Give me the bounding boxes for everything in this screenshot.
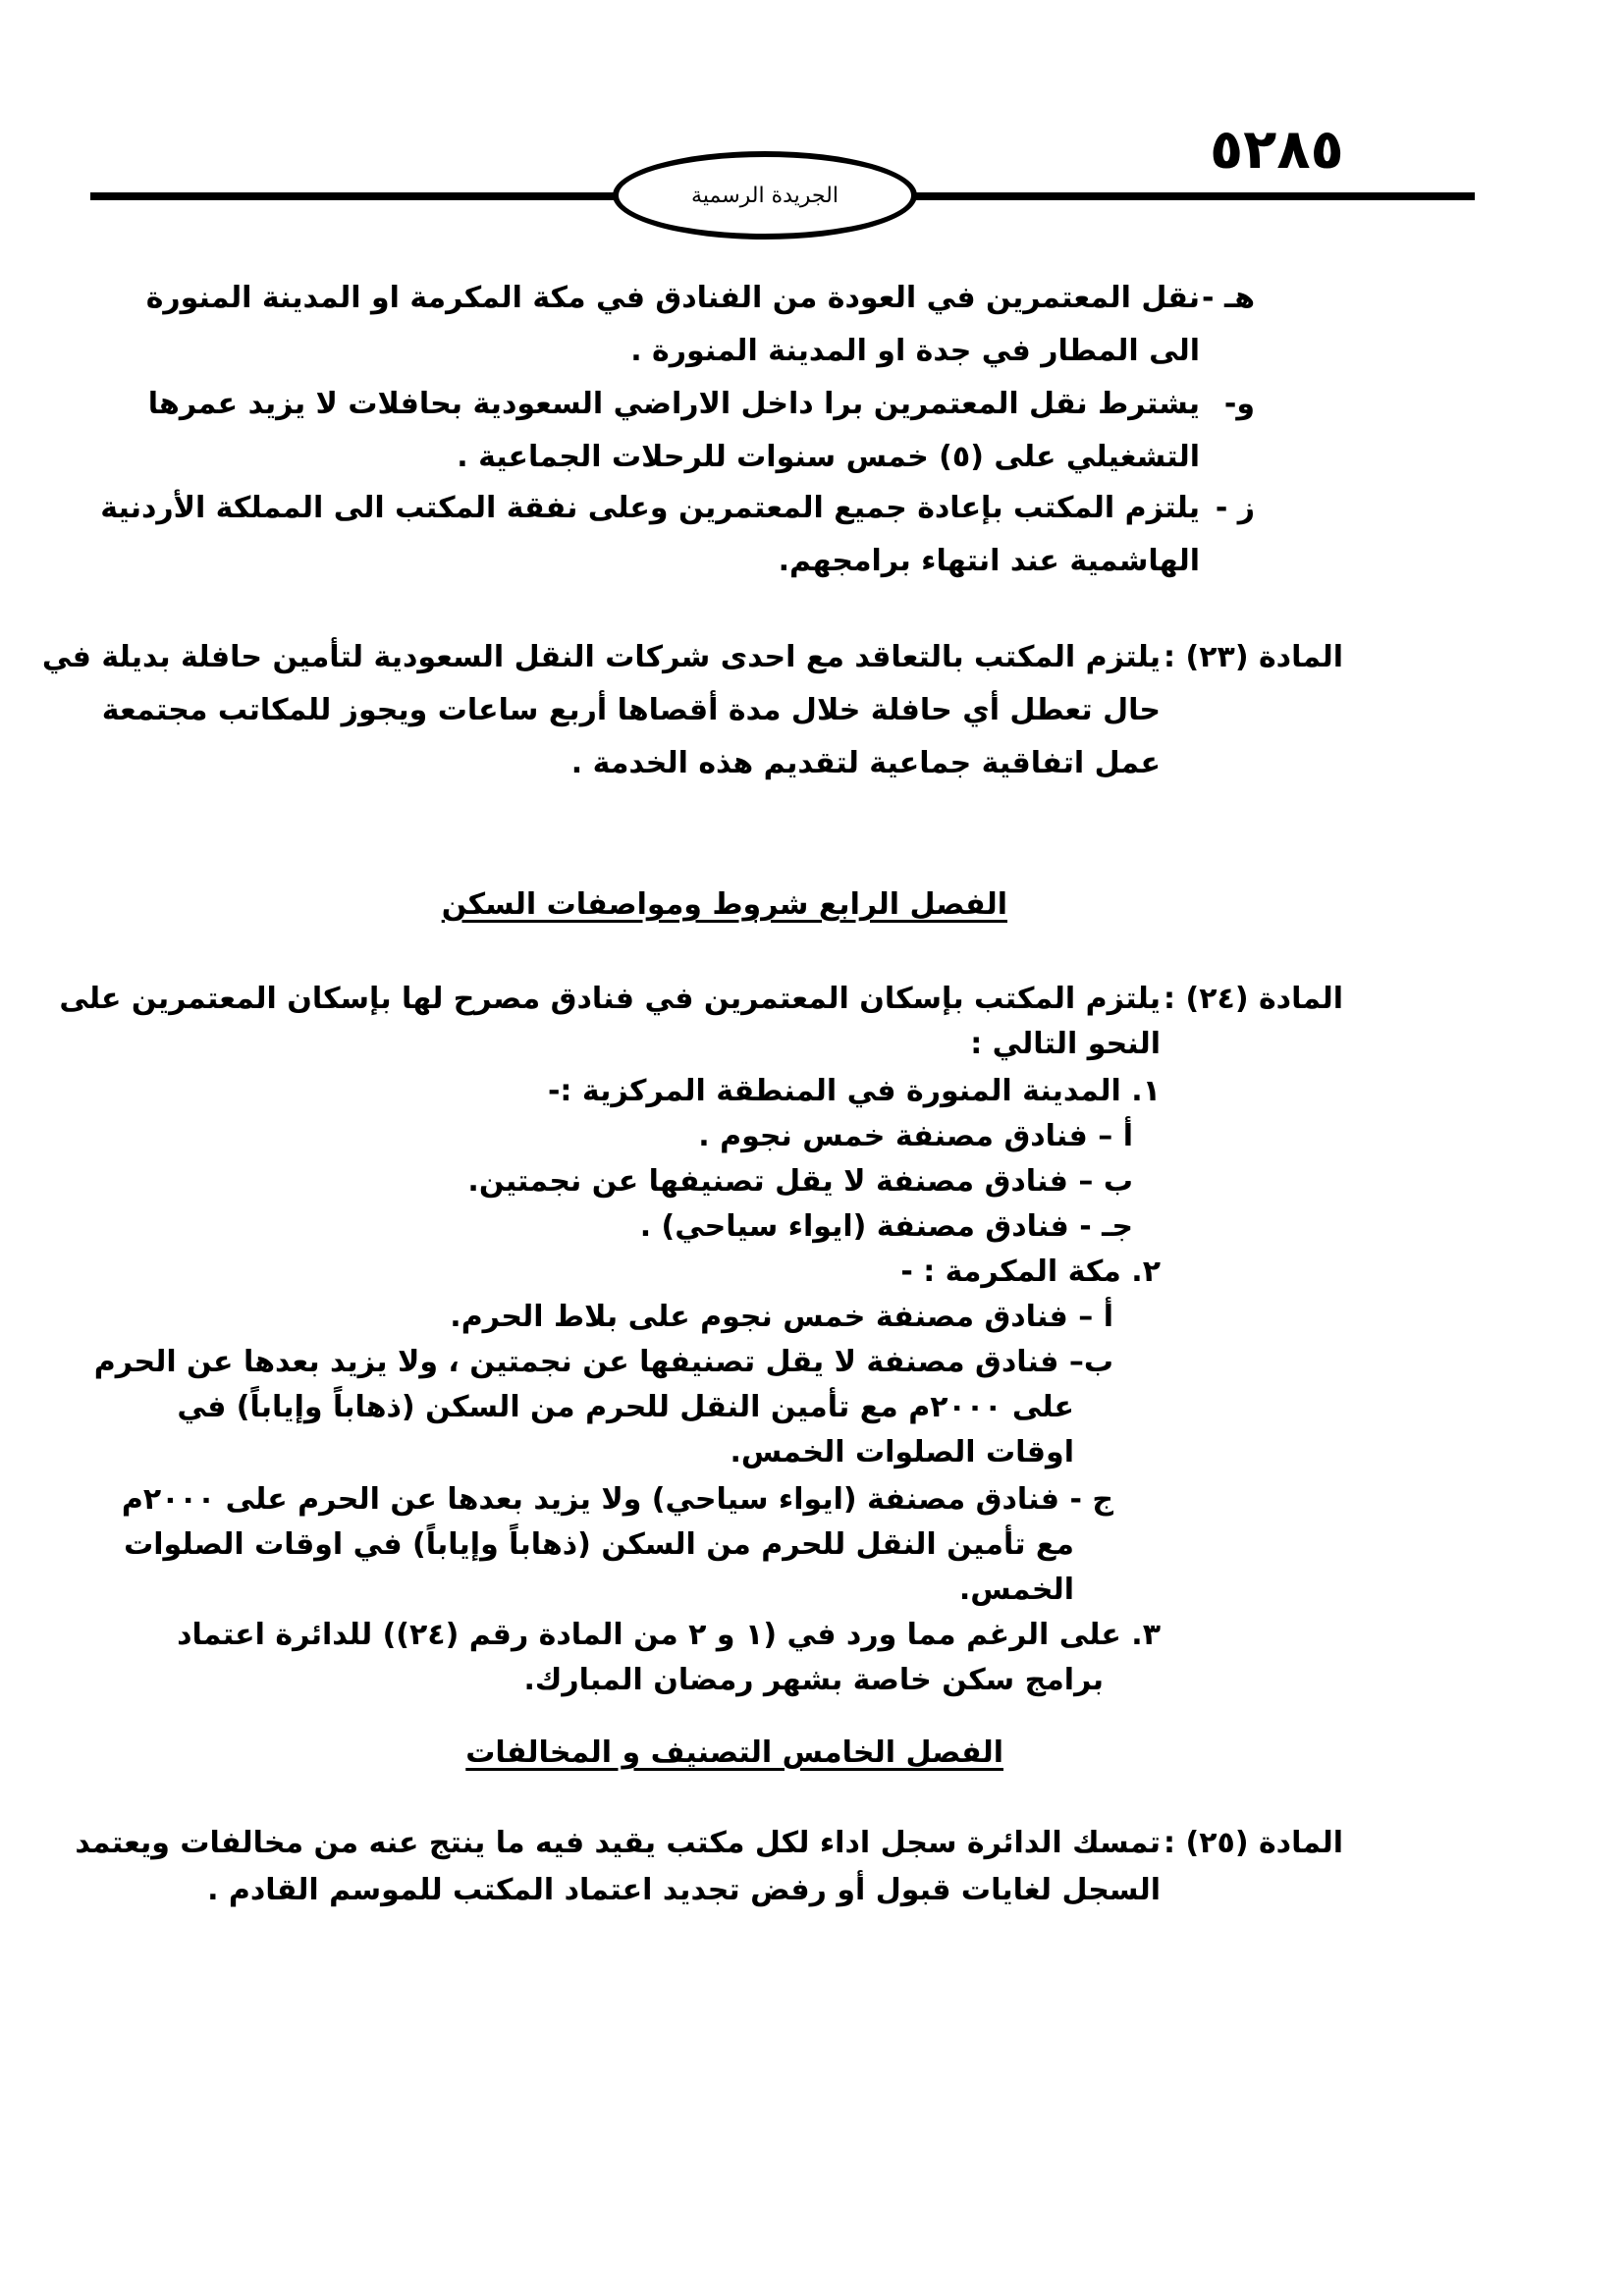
chapter-5-heading: الفصل الخامس التصنيف و المخالفات <box>465 1735 1003 1770</box>
article-23-line-3: عمل اتفاقية جماعية لتقديم هذه الخدمة . <box>570 746 1161 780</box>
article-24-line-2: النحو التالي : <box>970 1027 1161 1061</box>
item-label-h: هـ - <box>1202 281 1255 315</box>
item-label-w: و- <box>1223 387 1255 421</box>
article-24-s3-line-1: ٣. على الرغم مما ورد في (١ و ٢ من المادة رقم (٢٤)) للدائرة اعتماد <box>177 1618 1161 1652</box>
article-25-line-2: السجل لغايات قبول أو رفض تجديد اعتماد المكتب للموسم القادم . <box>207 1873 1161 1907</box>
article-24-label: المادة (٢٤) : <box>1164 982 1343 1016</box>
article-23-label: المادة (٢٣) : <box>1164 640 1343 674</box>
article-24-s2c-line-2: مع تأمين النقل للحرم من السكن (ذهاباً وإياباً) في اوقات الصلوات <box>124 1527 1074 1562</box>
gazette-header-oval <box>613 151 917 240</box>
chapter-4-heading: الفصل الرابع شروط ومواصفات السكن <box>441 887 1007 922</box>
article-24-s2a: أ – فنادق مصنفة خمس نجوم على بلاط الحرم. <box>450 1300 1113 1334</box>
article-24-s1a: أ – فنادق مصنفة خمس نجوم . <box>698 1119 1133 1153</box>
article-24-s2b-line-1: ب– فنادق مصنفة لا يقل تصنيفها عن نجمتين ، ولا يزيد بعدها عن الحرم <box>93 1345 1113 1379</box>
article-23-line-1: يلتزم المكتب بالتعاقد مع احدى شركات النقل السعودية لتأمين حافلة بديلة في <box>41 640 1161 674</box>
item-w-line-1: يشترط نقل المعتمرين برا داخل الاراضي السعودية بحافلات لا يزيد عمرها <box>147 387 1200 421</box>
article-24-s3-line-2: برامج سكن خاصة بشهر رمضان المبارك. <box>523 1663 1104 1697</box>
article-24-line-1: يلتزم المكتب بإسكان المعتمرين في فنادق مصرح لها بإسكان المعتمرين على <box>59 982 1161 1016</box>
article-24-s2: ٢. مكة المكرمة : - <box>900 1255 1161 1289</box>
article-24-s2b-line-2: على ٢٠٠٠م مع تأمين النقل للحرم من السكن (ذهاباً وإياباً) في <box>177 1390 1074 1424</box>
article-23-line-2: حال تعطل أي حافلة خلال مدة أقصاها أربع ساعات ويجوز للمكاتب مجتمعة <box>101 693 1161 727</box>
article-24-s2c-line-3: الخمس. <box>958 1573 1074 1607</box>
item-h-line-2: الى المطار في جدة او المدينة المنورة . <box>630 334 1200 368</box>
article-24-s2b-line-3: اوقات الصلوات الخمس. <box>730 1435 1074 1469</box>
item-z-line-2: الهاشمية عند انتهاء برامجهم. <box>778 544 1200 578</box>
article-24-s1: ١. المدينة المنورة في المنطقة المركزية :- <box>547 1074 1161 1108</box>
gazette-name: الجريدة الرسمية <box>691 183 839 208</box>
item-label-z: ز - <box>1215 491 1255 525</box>
article-24-s1c: جـ - فنادق مصنفة (ايواء سياحي) . <box>639 1209 1133 1244</box>
item-z-line-1: يلتزم المكتب بإعادة جميع المعتمرين وعلى نفقة المكتب الى المملكة الأردنية <box>100 491 1200 525</box>
article-25-label: المادة (٢٥) : <box>1164 1826 1343 1860</box>
item-h-line-1: نقل المعتمرين في العودة من الفنادق في مكة المكرمة او المدينة المنورة <box>145 281 1200 315</box>
item-w-line-2: التشغيلي على (٥) خمس سنوات للرحلات الجماعية . <box>457 440 1200 474</box>
page-number: ٥٢٨٥ <box>1210 118 1344 182</box>
article-24-s1b: ب – فنادق مصنفة لا يقل تصنيفها عن نجمتين. <box>467 1164 1133 1199</box>
article-25-line-1: تمسك الدائرة سجل اداء لكل مكتب يقيد فيه ما ينتج عنه من مخالفات ويعتمد <box>75 1826 1161 1860</box>
article-24-s2c-line-1: ج - فنادق مصنفة (ايواء سياحي) ولا يزيد بعدها عن الحرم على ٢٠٠٠م <box>121 1482 1113 1517</box>
